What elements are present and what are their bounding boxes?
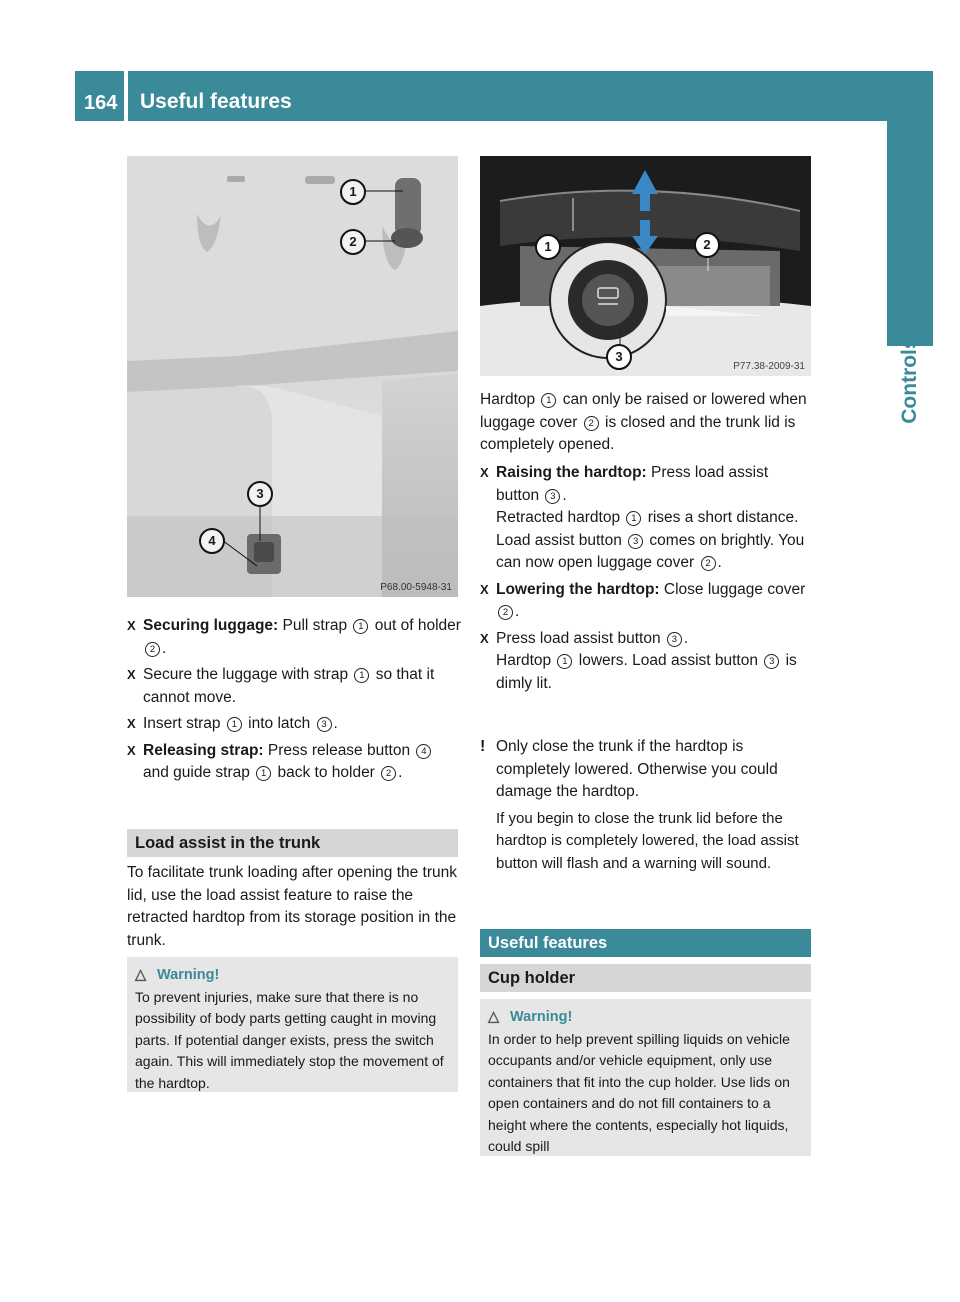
right-intro: Hardtop 1 can only be raised or lowered when luggage cover 2 is closed and the trunk lid is completely opened.	[480, 391, 807, 453]
callout-4: 4	[199, 528, 225, 554]
step-arrow-icon: X	[127, 742, 136, 758]
step-arrow-icon: X	[480, 630, 489, 646]
step-releasing-strap: X Releasing strap: Press release button 4 and guide strap 1 back to holder 2 .	[127, 740, 462, 785]
step-arrow-icon: X	[127, 667, 136, 682]
hardtop-illustration	[480, 156, 811, 376]
warning-title: △ Warning!	[488, 1007, 803, 1029]
warning-title: △ Warning!	[135, 965, 450, 987]
section-useful-features: Useful features	[480, 929, 811, 957]
figure-code: P77.38-2009-31	[733, 361, 805, 372]
load-assist-intro: To facilitate trunk loading after opening the trunk lid, use the load assist feature to raise the retracted hardtop from its storage position in the trunk.	[127, 864, 458, 949]
callout-2: 2	[340, 229, 366, 255]
warning-box-hardtop	[127, 957, 458, 1092]
page-number: 164	[84, 92, 118, 114]
step-insert-strap: X Insert strap 1 into latch 3 .	[127, 713, 462, 736]
header-divider	[124, 71, 128, 121]
section-load-assist: Load assist in the trunk	[127, 829, 458, 857]
notice-block	[480, 736, 815, 875]
side-chapter-label: Controls in detail	[898, 252, 921, 424]
callout-3: 3	[247, 481, 273, 507]
notice-paragraph-2: If you begin to close the trunk lid before the hardtop is completely lowered, the load assist button will flash and a warning will sound.	[496, 809, 799, 872]
step-secure-luggage: X Secure the luggage with strap 1 so that it cannot move.	[127, 666, 435, 706]
step-raising-hardtop: X Raising the hardtop: Press load assist button 3 . Retracted hardtop 1 rises a short distance. Load assist button 3 comes on brightly. You can now open luggage cover 2 .	[480, 464, 805, 571]
step-press-load-assist: X Press load assist button 3 . Hardtop 1 lowers. Load assist button 3 is dimly lit.	[480, 629, 797, 692]
trunk-strap-illustration	[127, 156, 458, 597]
step-securing-luggage: X Securing luggage: Pull strap 1 out of holder 2 .	[127, 617, 461, 657]
warning-triangle-icon: △	[488, 1009, 500, 1025]
warning-text: In order to help prevent spilling liquids on vehicle occupants and/or vehicle equipment, only use containers that fit into the cup holder. Use lids on open containers and do not fill containers to a height where the contents, especially hot liquids, could spill	[488, 1030, 790, 1154]
hardtop-load-assist-photo	[480, 156, 811, 376]
callout-3: 3	[606, 344, 632, 370]
step-arrow-icon: X	[127, 618, 136, 633]
callout-1: 1	[340, 179, 366, 205]
trunk-strap-photo	[127, 156, 458, 597]
right-steps	[480, 462, 815, 699]
callout-2: 2	[694, 232, 720, 258]
step-arrow-icon: X	[480, 465, 489, 480]
warning-triangle-icon: △	[135, 967, 147, 983]
step-arrow-icon: X	[480, 581, 489, 597]
warning-text: To prevent injuries, make sure that there is no possibility of body parts getting caught in moving parts. If potential danger exists, press the switch again. This will immediately stop the movement of the hardtop.	[135, 988, 444, 1091]
warning-box-cup-holder	[480, 999, 811, 1156]
notice-icon: !	[480, 738, 486, 755]
page-title: Useful features	[140, 90, 292, 113]
step-lowering-hardtop: X Lowering the hardtop: Close luggage cover 2 .	[480, 580, 806, 620]
callout-1: 1	[535, 234, 561, 260]
figure-code: P68.00-5948-31	[380, 582, 452, 593]
left-steps	[127, 615, 462, 789]
notice-paragraph: ! Only close the trunk if the hardtop is completely lowered. Otherwise you could damage the hardtop.	[480, 738, 778, 800]
section-cup-holder: Cup holder	[480, 964, 811, 992]
step-arrow-icon: X	[127, 716, 136, 731]
